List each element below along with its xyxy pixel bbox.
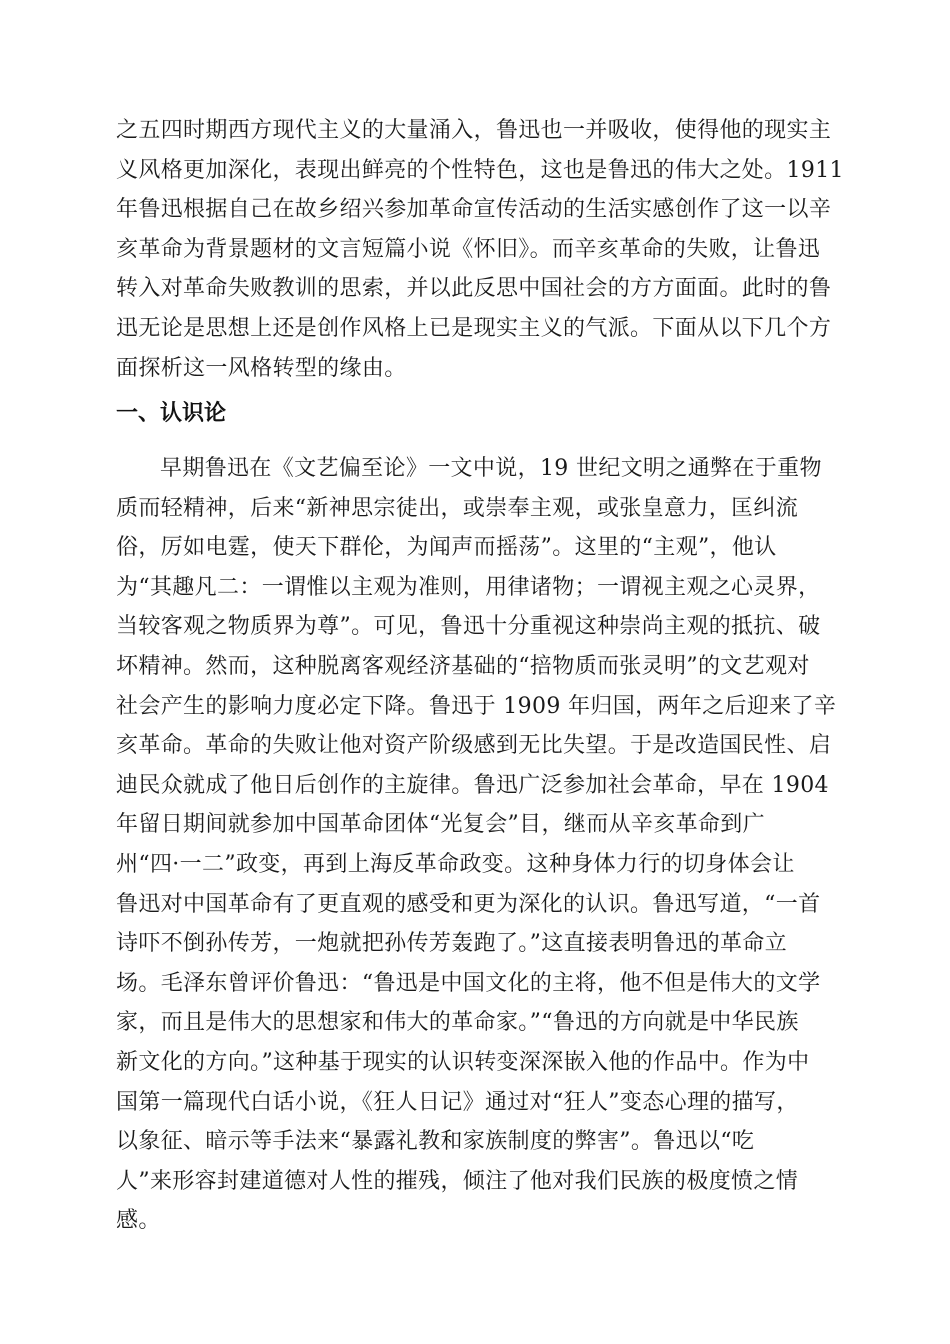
text-line: 面探析这一风格转型的缘由。	[116, 355, 407, 381]
intro-paragraph	[116, 111, 844, 388]
text-line: 亥革命为背景题材的文言短篇小说《怀旧》。而辛亥革命的失败，让鲁迅	[116, 236, 821, 262]
text-line: 人”来形容封建道德对人性的摧残，倾注了他对我们民族的极度愤之情	[116, 1168, 799, 1194]
text-line: 新文化的方向。”这种基于现实的认识转变深深嵌入他的作品中。作为中	[116, 1049, 810, 1075]
text-line: 早期鲁迅在《文艺偏至论》一文中说，19 世纪文明之通弊在于重物	[160, 456, 822, 481]
text-line: 诗吓不倒孙传芳，一炮就把孙传芳轰跑了。”这直接表明鲁迅的革命立	[116, 931, 788, 957]
text-line: 义风格更加深化，表现出鲜亮的个性特色，这也是鲁迅的伟大之处。1911	[116, 157, 844, 183]
text-line: 之五四时期西方现代主义的大量涌入，鲁迅也一并吸收，使得他的现实主	[116, 118, 832, 143]
text-line: 为“其趣凡二：一谓惟以主观为准则，用律诸物；一谓视主观之心灵界，	[116, 574, 821, 600]
text-line: 质而轻精神，后来“新神思宗徒出，或崇奉主观，或张皇意力，匡纠流	[116, 495, 799, 521]
section-heading: 一、认识论	[116, 401, 227, 426]
text-line: 迅无论是思想上还是创作风格上已是现实主义的气派。下面从以下几个方	[116, 315, 832, 341]
text-line: 家，而且是伟大的思想家和伟大的革命家。”“鲁迅的方向就是中华民族	[116, 1010, 799, 1036]
text-line: 转入对革命失败教训的思索，并以此反思中国社会的方方面面。此时的鲁	[116, 276, 832, 302]
text-line: 当较客观之物质界为尊”。可见，鲁迅十分重视这种崇尚主观的抵抗、破	[116, 614, 821, 640]
text-line: 年留日期间就参加中国革命团体“光复会”目，继而从辛亥革命到广	[116, 812, 765, 838]
text-line: 俗，厉如电霆，使天下群伦，为闻声而摇荡”。这里的“主观”，他认	[116, 535, 777, 561]
text-line: 亥革命。革命的失败让他对资产阶级感到无比失望。于是改造国民性、启	[116, 733, 832, 759]
text-line: 感。	[116, 1208, 161, 1234]
text-line: 坏精神。然而，这种脱离客观经济基础的“掊物质而张灵明”的文艺观对	[116, 653, 810, 679]
text-line: 社会产生的影响力度必定下降。鲁迅于 1909 年归国，两年之后迎来了辛	[116, 693, 837, 719]
text-line: 迪民众就成了他日后创作的主旋律。鲁迅广泛参加社会革命，早在 1904	[116, 772, 829, 798]
text-line: 州“四·一二”政变，再到上海反革命政变。这种身体力行的切身体会让	[116, 851, 795, 877]
text-line: 年鲁迅根据自己在故乡绍兴参加革命宣传活动的生活实感创作了这一以辛	[116, 197, 832, 223]
text-line: 鲁迅对中国革命有了更直观的感受和更为深化的认识。鲁迅写道，“一首	[116, 891, 821, 917]
text-line: 国第一篇现代白话小说，《狂人日记》通过对“狂人”变态心理的描写，	[116, 1089, 799, 1115]
body-paragraph	[116, 449, 836, 1241]
text-line: 以象征、暗示等手法来“暴露礼教和家族制度的弊害”。鲁迅以“吃	[116, 1129, 755, 1155]
text-line: 场。毛泽东曾评价鲁迅：“鲁迅是中国文化的主将，他不但是伟大的文学	[116, 970, 821, 996]
